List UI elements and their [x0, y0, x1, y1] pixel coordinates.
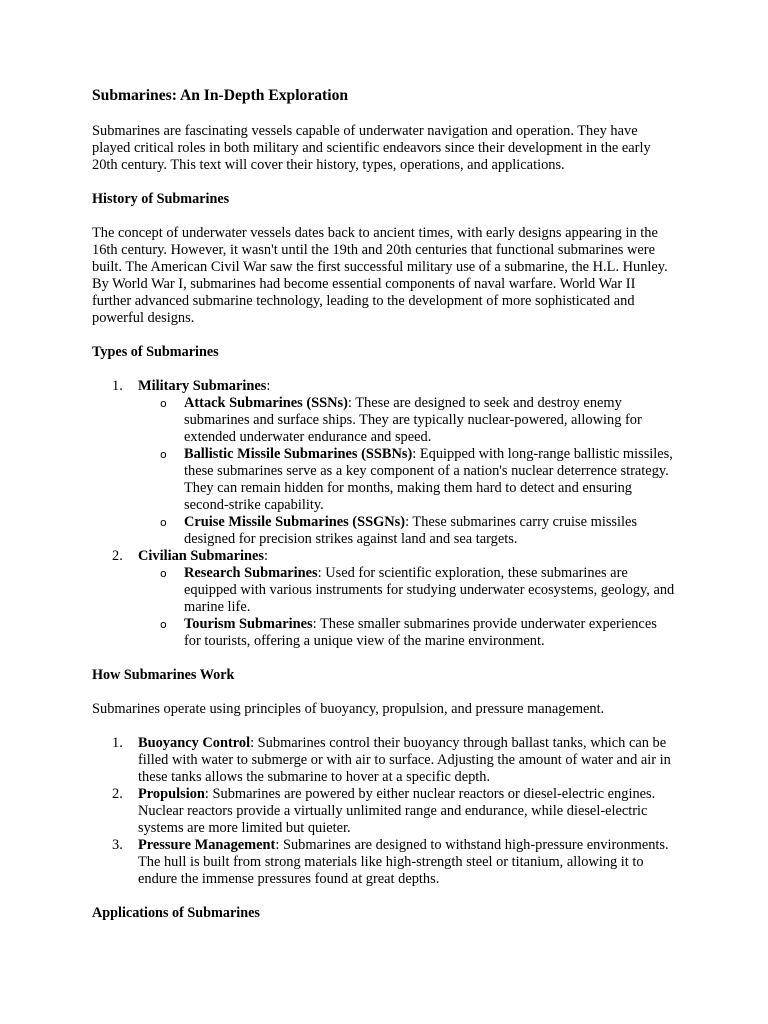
list-number: 1. — [112, 378, 123, 394]
list-number: 3. — [112, 837, 123, 853]
list-number: 2. — [112, 548, 123, 564]
types-list-item-military — [92, 378, 676, 548]
how-heading: How Submarines Work — [92, 667, 235, 683]
types-heading: Types of Submarines — [92, 344, 219, 360]
how-term: Pressure Management — [138, 837, 276, 853]
how-term: Propulsion — [138, 786, 205, 802]
sub-list-item — [138, 446, 676, 514]
subtype-description: : These smaller submarines provide underwater experiences for tourists, offering a unique view of the marine environment. — [184, 616, 657, 649]
how-list-item — [92, 837, 676, 888]
circle-bullet-icon: o — [160, 397, 167, 410]
how-intro-paragraph: Submarines operate using principles of buoyancy, propulsion, and pressure management. — [92, 701, 605, 717]
category-label: Civilian Submarines — [138, 548, 264, 564]
circle-bullet-icon: o — [160, 618, 167, 631]
applications-heading: Applications of Submarines — [92, 905, 260, 921]
document-body — [92, 86, 676, 939]
subtype-term: Research Submarines — [184, 565, 318, 581]
history-paragraph: The concept of underwater vessels dates back to ancient times, with early designs appearing in the 16th century. However, it wasn't until the 19th and 20th centuries that functional submarines were built. The American Civil War saw the first successful military use of a submarine, the H.L. Hunley. By World War I, submarines had become essential components of naval warfare. World War II further advanced submarine technology, leading to the development of more sophisticated and powerful designs. — [92, 225, 668, 326]
how-list — [92, 735, 676, 888]
circle-bullet-icon: o — [160, 448, 167, 461]
circle-bullet-icon: o — [160, 567, 167, 580]
sub-list-item — [138, 514, 676, 548]
sub-list-item — [138, 565, 676, 616]
how-term: Buoyancy Control — [138, 735, 251, 751]
how-list-item — [92, 735, 676, 786]
sub-list-item — [138, 395, 676, 446]
types-list-item-civilian — [92, 548, 676, 650]
types-list — [92, 378, 676, 650]
document-title: Submarines: An In-Depth Exploration — [92, 87, 349, 104]
civilian-subtypes-list — [138, 565, 676, 650]
subtype-description: : Equipped with long-range ballistic missiles, these submarines serve as a key component of a nation's nuclear deterrence strategy. They can remain hidden for months, making them hard to detect and ensuring second-strike capability. — [184, 446, 673, 513]
subtype-description: : Used for scientific exploration, these submarines are equipped with various instruments for studying underwater ecosystems, geology, and marine life. — [184, 565, 675, 615]
sub-list-item — [138, 616, 676, 650]
how-description: : Submarines are designed to withstand high-pressure environments. The hull is built from strong materials like high-strength steel or titanium, allowing it to endure the immense pressures found at great depths. — [138, 837, 669, 887]
subtype-term: Ballistic Missile Submarines (SSBNs) — [184, 446, 413, 462]
colon: : — [263, 548, 268, 564]
subtype-description: : These submarines carry cruise missiles designed for precision strikes against land and sea targets. — [184, 514, 638, 547]
circle-bullet-icon: o — [160, 516, 167, 529]
list-number: 1. — [112, 735, 123, 751]
category-label: Military Submarines — [138, 378, 267, 394]
subtype-term: Tourism Submarines — [184, 616, 313, 632]
list-number: 2. — [112, 786, 123, 802]
military-subtypes-list — [138, 395, 676, 548]
how-description: : Submarines control their buoyancy through ballast tanks, which can be filled with water to submerge or with air to surface. Adjusting the amount of water and air in these tanks allows the submarine to hover at a specific depth. — [138, 735, 671, 785]
history-heading: History of Submarines — [92, 191, 230, 207]
subtype-description: : These are designed to seek and destroy enemy submarines and surface ships. They are typically nuclear-powered, allowing for extended underwater endurance and speed. — [184, 395, 642, 445]
how-description: : Submarines are powered by either nuclear reactors or diesel-electric engines. Nuclear reactors provide a virtually unlimited range and endurance, while diesel-electric systems are more limited but quieter. — [138, 786, 656, 836]
subtype-term: Cruise Missile Submarines (SSGNs) — [184, 514, 406, 530]
intro-paragraph: Submarines are fascinating vessels capable of underwater navigation and operation. They have played critical roles in both military and scientific endeavors since their development in the early 20th century. This text will cover their history, types, operations, and applications. — [92, 123, 651, 173]
how-list-item — [92, 786, 676, 837]
subtype-term: Attack Submarines (SSNs) — [184, 395, 348, 411]
colon: : — [266, 378, 271, 394]
